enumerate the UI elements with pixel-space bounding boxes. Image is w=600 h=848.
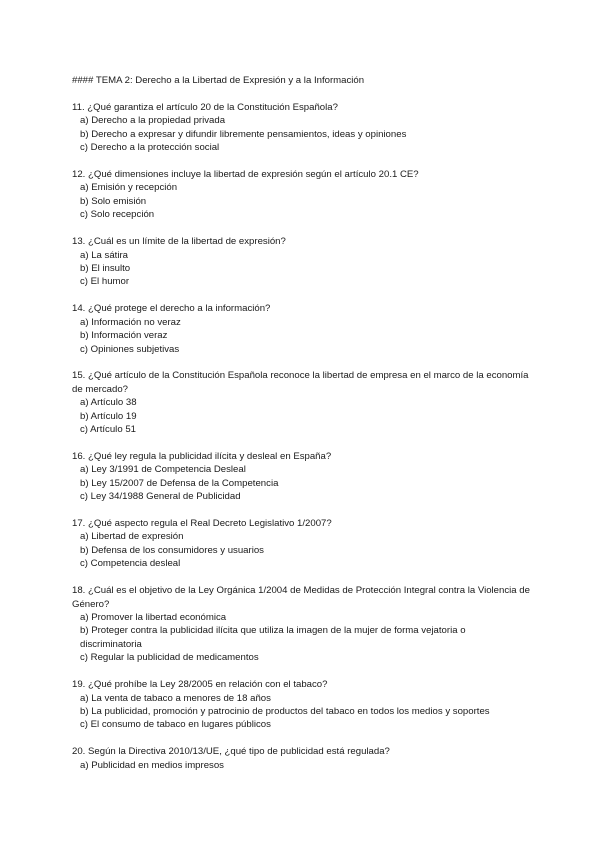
question-text: 15. ¿Qué artículo de la Constitución Española reconoce la libertad de empresa en el marco de la economía de mercado?	[72, 370, 529, 395]
question-17	[72, 517, 530, 571]
option-b: b) Derecho a expresar y difundir libremente pensamientos, ideas y opiniones	[80, 128, 407, 140]
option-c: c) Solo recepción	[80, 209, 155, 221]
option-c: c) Ley 34/1988 General de Publicidad	[80, 491, 241, 503]
option-a: a) Emisión y recepción	[80, 182, 178, 194]
question-text: 13. ¿Cuál es un límite de la libertad de expresión?	[72, 236, 286, 248]
question-15	[72, 369, 530, 436]
section-heading: #### TEMA 2: Derecho a la Libertad de Expresión y a la Información	[72, 75, 365, 86]
option-b: b) Ley 15/2007 de Defensa de la Competencia	[80, 477, 279, 489]
option-a: a) Ley 3/1991 de Competencia Desleal	[80, 464, 246, 476]
question-14	[72, 302, 530, 356]
question-text: 11. ¿Qué garantiza el artículo 20 de la Constitución Española?	[72, 101, 338, 113]
option-b: b) Defensa de los consumidores y usuarios	[80, 544, 264, 556]
question-19	[72, 678, 530, 732]
option-a: a) Libertad de expresión	[80, 531, 184, 543]
option-b: b) Solo emisión	[80, 195, 147, 207]
option-a: a) Promover la libertad económica	[80, 612, 227, 623]
option-c: c) Regular la publicidad de medicamentos	[80, 652, 259, 664]
question-12	[72, 168, 530, 222]
option-b: b) Proteger contra la publicidad ilícita que utiliza la imagen de la mujer de forma vejatoria o discriminatoria	[80, 625, 466, 650]
document-page	[72, 74, 530, 786]
option-c: c) El consumo de tabaco en lugares públicos	[80, 719, 271, 731]
question-11	[72, 101, 530, 155]
question-13	[72, 235, 530, 289]
question-text: 14. ¿Qué protege el derecho a la información?	[72, 303, 271, 315]
option-a: a) Publicidad en medios impresos	[80, 759, 224, 771]
question-text: 18. ¿Cuál es el objetivo de la Ley Orgánica 1/2004 de Medidas de Protección Integral contra la Violencia de Género?	[72, 585, 530, 610]
question-text: 12. ¿Qué dimensiones incluye la libertad de expresión según el artículo 20.1 CE?	[72, 169, 419, 181]
option-c: c) El humor	[80, 276, 130, 288]
question-text: 19. ¿Qué prohíbe la Ley 28/2005 en relación con el tabaco?	[72, 679, 328, 691]
option-a: a) Información no veraz	[80, 316, 181, 328]
option-c: c) Competencia desleal	[80, 558, 181, 570]
option-a: a) Artículo 38	[80, 397, 137, 409]
question-text: 16. ¿Qué ley regula la publicidad ilícita y desleal en España?	[72, 450, 332, 462]
question-text: 17. ¿Qué aspecto regula el Real Decreto Legislativo 1/2007?	[72, 518, 332, 530]
option-c: c) Opiniones subjetivas	[80, 343, 180, 355]
question-text: 20. Según la Directiva 2010/13/UE, ¿qué tipo de publicidad está regulada?	[72, 746, 390, 758]
question-18	[72, 584, 530, 664]
option-b: b) El insulto	[80, 262, 131, 274]
option-a: a) La sátira	[80, 249, 128, 261]
option-b: b) Artículo 19	[80, 410, 137, 422]
option-a: a) Derecho a la propiedad privada	[80, 115, 226, 127]
option-b: b) Información veraz	[80, 330, 168, 342]
option-c: c) Derecho a la protección social	[80, 142, 220, 154]
question-20	[72, 745, 530, 772]
option-b: b) La publicidad, promoción y patrocinio de productos del tabaco en todos los medios y soportes	[80, 705, 490, 717]
option-a: a) La venta de tabaco a menores de 18 años	[80, 692, 271, 704]
option-c: c) Artículo 51	[80, 424, 136, 436]
question-16	[72, 450, 530, 504]
